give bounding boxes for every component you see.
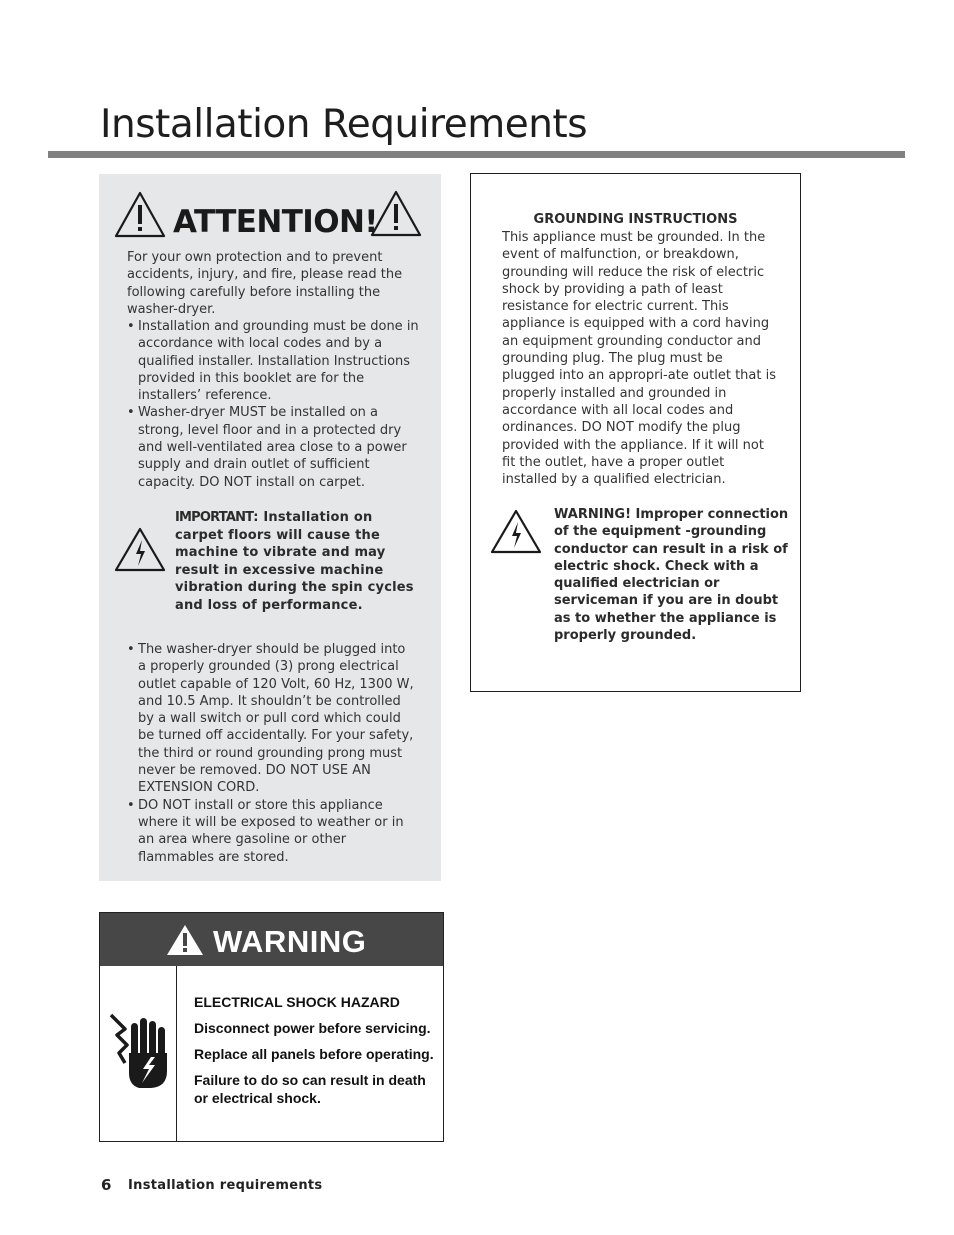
important-label: IMPORTANT	[175, 510, 254, 525]
warning-triangle-icon	[113, 190, 167, 240]
important-body: : Installation on carpet floors will cause the machine to vibrate and may result in excessive machine vibration during the spin cycles and loss of performance.	[175, 510, 414, 613]
electric-hazard-icon	[489, 508, 543, 556]
title-rule	[48, 151, 905, 158]
list-item: • DO NOT install or store this appliance where it will be exposed to weather or in an area where gasoline or other flammables are stored.	[127, 797, 417, 866]
warning-line: Failure to do so can result in death or electrical shock.	[194, 1072, 426, 1106]
warning-heading: WARNING	[213, 924, 367, 959]
grounding-instructions-box	[470, 173, 801, 692]
attention-panel	[99, 174, 441, 881]
grounding-heading: GROUNDING INSTRUCTIONS	[533, 212, 738, 227]
warning-line: Disconnect power before servicing.	[194, 1020, 431, 1036]
warning-header	[100, 913, 443, 966]
warning-divider	[176, 966, 177, 1141]
warning-triangle-icon	[166, 924, 204, 956]
attention-list-2	[127, 641, 417, 866]
warning-line: Replace all panels before operating.	[194, 1046, 434, 1062]
footer-label: Installation requirements	[128, 1178, 323, 1193]
list-item: • Washer-dryer MUST be installed on a strong, level floor and in a protected dry and well-ventilated area close to a power supply and drain outlet of sufficient capacity. DO NOT install on carpet.	[127, 404, 427, 490]
page-title: Installation Requirements	[100, 102, 588, 147]
grounding-warning	[487, 506, 787, 666]
electrical-warning-box	[99, 912, 444, 1142]
important-text	[175, 509, 421, 614]
grounding-warning-text	[554, 506, 790, 644]
attention-header	[113, 190, 433, 242]
attention-intro: For your own protection and to prevent accidents, injury, and fire, please read the following carefully before installing the washer-dryer.	[127, 250, 403, 317]
warning-line: ELECTRICAL SHOCK HAZARD	[194, 994, 400, 1010]
list-item: • Installation and grounding must be done in accordance with local codes and by a qualified installer. Installation Instructions provided in this booklet are for the installers’ reference.	[127, 318, 427, 404]
warning-triangle-icon	[369, 189, 423, 239]
grounding-warning-label: WARNING!	[554, 507, 632, 522]
important-note	[113, 508, 433, 618]
electric-hazard-icon	[113, 526, 167, 574]
grounding-body: This appliance must be grounded. In the event of malfunction, or breakdown, grounding will reduce the risk of electric shock by providing a path of least resistance for electric current. This appliance is equipped with a cord having an equipment grounding conductor and grounding plug. The plug must be plugged into an appropri-ate outlet that is properly installed and grounded in accordance with all local codes and ordinances. DO NOT modify the plug provided with the appliance. If it will not fit the outlet, have a proper outlet installed by a qualified electrician.	[502, 230, 776, 488]
grounding-warning-body: Improper connection of the equipment -grounding conductor can result in a risk of electric shock. Check with a qualified electrician or serviceman if you are in doubt as to whether the appliance is properly grounded.	[554, 507, 789, 644]
page-number: 6	[101, 1176, 112, 1194]
attention-list	[127, 318, 427, 491]
attention-heading: ATTENTION!	[173, 204, 378, 240]
electric-shock-hand-icon	[107, 1013, 169, 1091]
list-item: • The washer-dryer should be plugged into a properly grounded (3) prong electrical outlet capable of 120 Volt, 60 Hz, 1300 W, and 10.5 Amp. It shouldn’t be controlled by a wall switch or pull cord which could be turned off accidentally. For your safety, the third or round grounding prong must never be removed. DO NOT USE AN EXTENSION CORD.	[127, 641, 417, 797]
